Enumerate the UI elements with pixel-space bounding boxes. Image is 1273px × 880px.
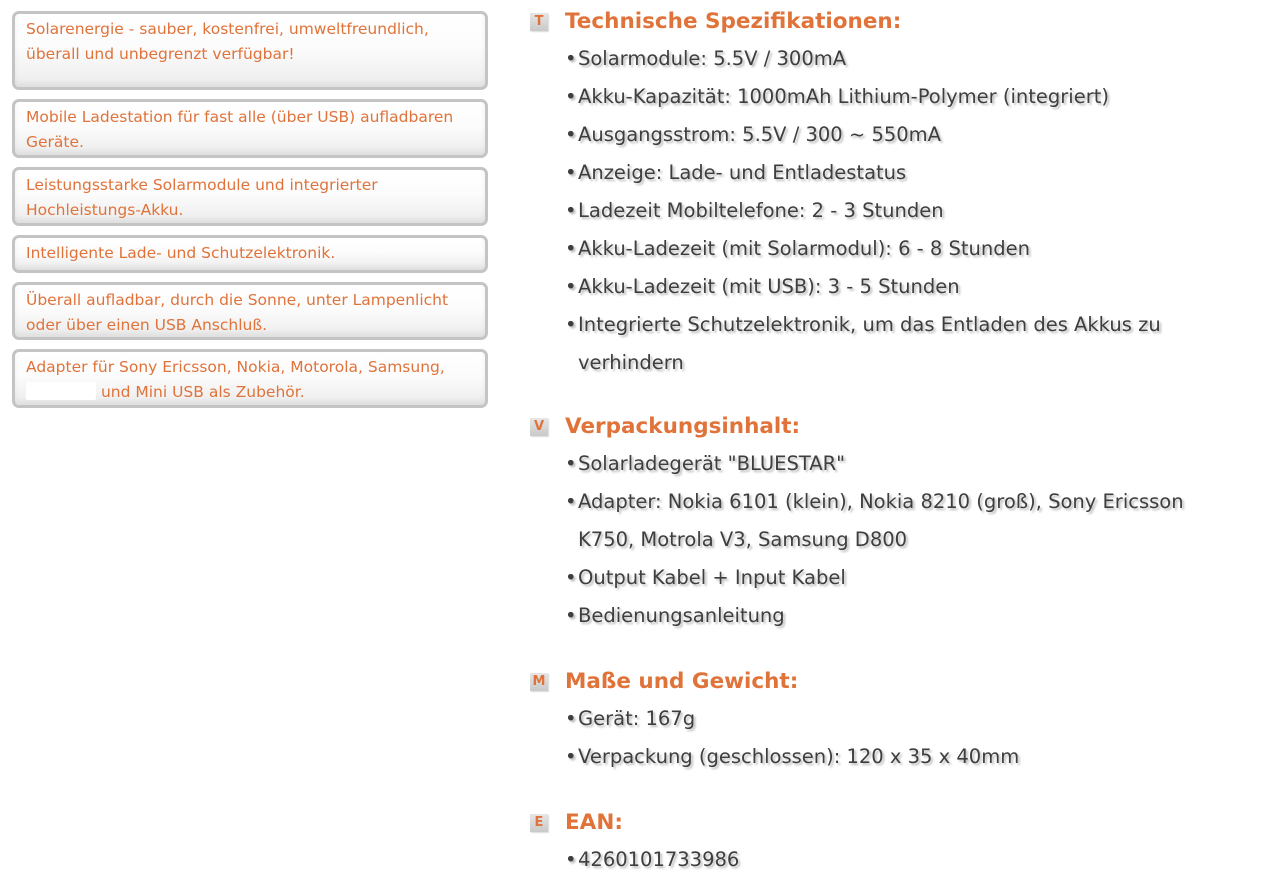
list-item: • Integrierte Schutzelektronik, um das Entladen des Akkus zu verhindern (530, 306, 1218, 382)
section-header (530, 803, 1270, 841)
list-item: • Ausgangsstrom: 5.5V / 300 ~ 550mA (530, 116, 1270, 154)
redacted-gap (26, 382, 96, 400)
dimensions-list (530, 700, 1270, 776)
feature-text-part1: Adapter für Sony Ericsson, Nokia, Motorola, Samsung, (26, 358, 445, 376)
list-item: • Bedienungsanleitung (530, 597, 1270, 635)
list-item: • Akku-Kapazität: 1000mAh Lithium-Polymer (integriert) (530, 78, 1270, 116)
section-header (530, 407, 1270, 445)
letter-m-icon: M (530, 673, 548, 691)
list-item: • Verpackung (geschlossen): 120 x 35 x 40mm (530, 738, 1270, 776)
feature-box-adapters (12, 349, 488, 408)
feature-text: Solarenergie - sauber, kostenfrei, umweltfreundlich, überall und unbegrenzt verfügbar! (26, 20, 429, 63)
section-title: Technische Spezifikationen: (565, 9, 902, 34)
list-item: • Solarladegerät "BLUESTAR" (530, 445, 1270, 483)
feature-box-chargeable-anywhere (12, 282, 488, 340)
section-title: EAN: (565, 810, 623, 835)
feature-text: Intelligente Lade- und Schutzelektronik. (26, 244, 336, 262)
section-header (530, 2, 1270, 40)
letter-e-icon: E (530, 814, 548, 832)
list-item: • Anzeige: Lade- und Entladestatus (530, 154, 1270, 192)
list-item: • 4260101733986 (530, 841, 1270, 879)
section-ean (530, 803, 1270, 879)
section-dimensions-weight (530, 662, 1270, 776)
package-list (530, 445, 1270, 635)
feature-box-solar-energy (12, 11, 488, 90)
list-item: • Ladezeit Mobiltelefone: 2 - 3 Stunden (530, 192, 1270, 230)
spec-list (530, 40, 1270, 382)
list-item: • Akku-Ladezeit (mit Solarmodul): 6 - 8 Stunden (530, 230, 1270, 268)
feature-list (12, 11, 488, 417)
list-item: • Solarmodule: 5.5V / 300mA (530, 40, 1270, 78)
section-technical-specs (530, 2, 1270, 382)
section-header (530, 662, 1270, 700)
section-title: Verpackungsinhalt: (565, 414, 801, 439)
list-item: • Adapter: Nokia 6101 (klein), Nokia 8210 (groß), Sony Ericsson K750, Motrola V3, Samsung D800 (530, 483, 1218, 559)
letter-v-icon: V (530, 418, 548, 436)
list-item: • Gerät: 167g (530, 700, 1270, 738)
letter-t-icon: T (530, 13, 548, 31)
feature-box-charging-station (12, 99, 488, 158)
feature-text: Leistungsstarke Solarmodule und integrierter Hochleistungs-Akku. (26, 176, 378, 219)
list-item: • Akku-Ladezeit (mit USB): 3 - 5 Stunden (530, 268, 1270, 306)
feature-text: Mobile Ladestation für fast alle (über USB) aufladbaren Geräte. (26, 108, 454, 151)
list-item: • Output Kabel + Input Kabel (530, 559, 1270, 597)
feature-box-electronics (12, 235, 488, 273)
ean-list (530, 841, 1270, 879)
feature-text: Überall aufladbar, durch die Sonne, unter Lampenlicht oder über einen USB Anschluß. (26, 291, 449, 334)
feature-text-part2: und Mini USB als Zubehör. (100, 382, 305, 401)
feature-box-solar-modules (12, 167, 488, 226)
section-title: Maße und Gewicht: (565, 669, 799, 694)
section-package-contents (530, 407, 1270, 635)
